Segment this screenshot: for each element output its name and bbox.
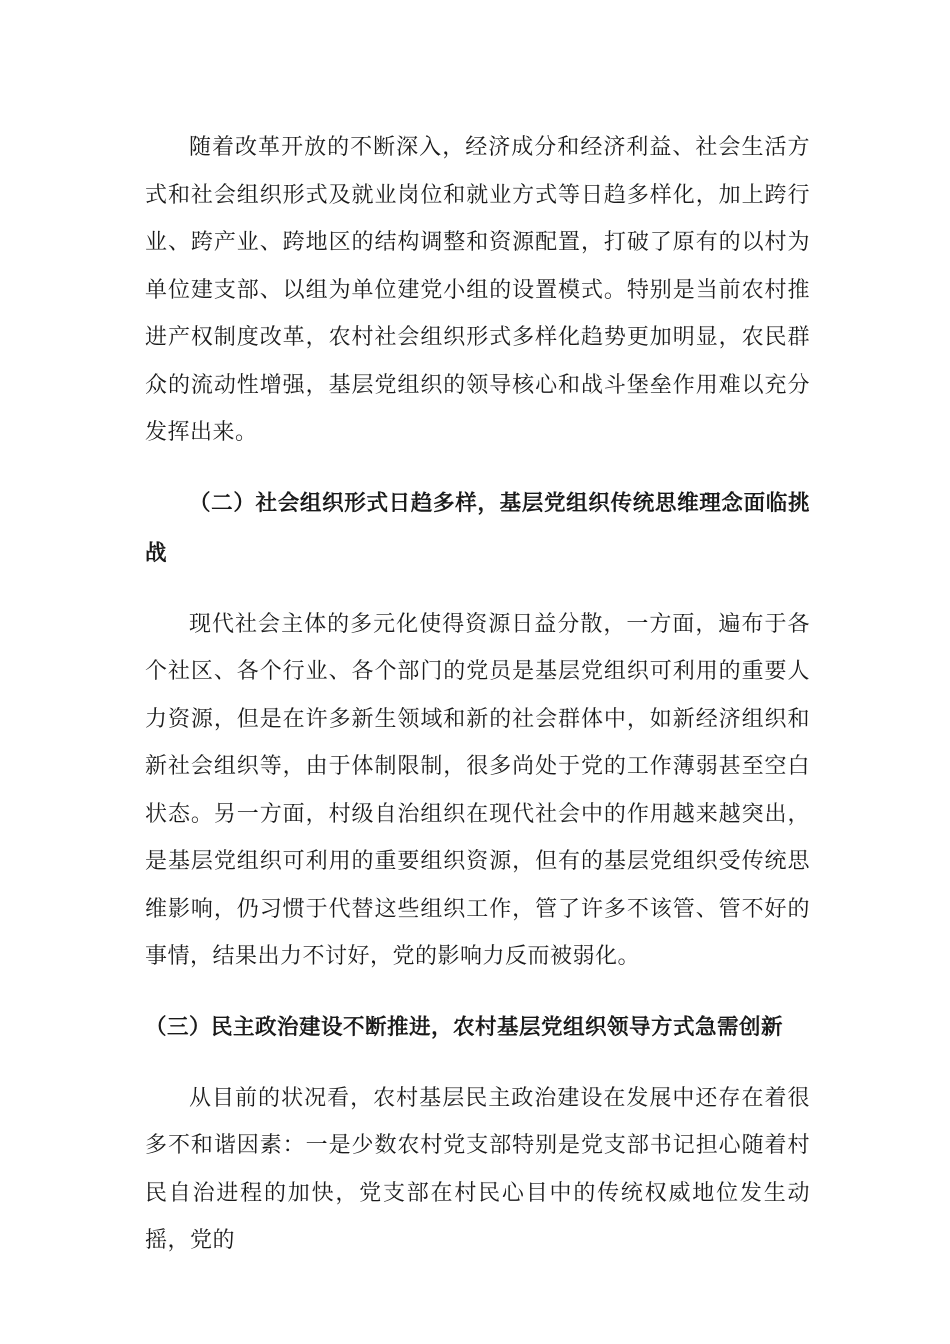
body-paragraph-1: 随着改革开放的不断深入，经济成分和经济利益、社会生活方式和社会组织形式及就业岗位和就业方式等日趋多样化，加上跨行业、跨产业、跨地区的结构调整和资源配置，打破了原有的以村为单位建支部、以组为单位建党小组的设置模式。特别是当前农村推进产权制度改革，农村社会组织形式多样化趋势更加明显，农民群众的流动性增强，基层党组织的领导核心和战斗堡垒作用难以充分发挥出来。 bbox=[145, 135, 810, 445]
section-heading-2: （二）社会组织形式日趋多样，基层党组织传统思维理念面临挑战 bbox=[145, 490, 810, 566]
body-paragraph-3: 从目前的状况看，农村基层民主政治建设在发展中还存在着很多不和谐因素：一是少数农村党支部特别是党支部书记担心随着村民自治进程的加快，党支部在村民心目中的传统权威地位发生动摇，党的 bbox=[145, 1085, 810, 1253]
section-heading-3: （三）民主政治建设不断推进，农村基层党组织领导方式急需创新 bbox=[145, 1014, 784, 1040]
body-paragraph-2: 现代社会主体的多元化使得资源日益分散，一方面，遍布于各个社区、各个行业、各个部门的党员是基层党组织可利用的重要人力资源，但是在许多新生领域和新的社会群体中，如新经济组织和新社会组织等，由于体制限制，很多尚处于党的工作薄弱甚至空白状态。另一方面，村级自治组织在现代社会中的作用越来越突出，是基层党组织可利用的重要组织资源，但有的基层党组织受传统思维影响，仍习惯于代替这些组织工作，管了许多不该管、管不好的事情，结果出力不讨好，党的影响力反而被弱化。 bbox=[145, 611, 810, 969]
document-body bbox=[145, 124, 810, 1265]
